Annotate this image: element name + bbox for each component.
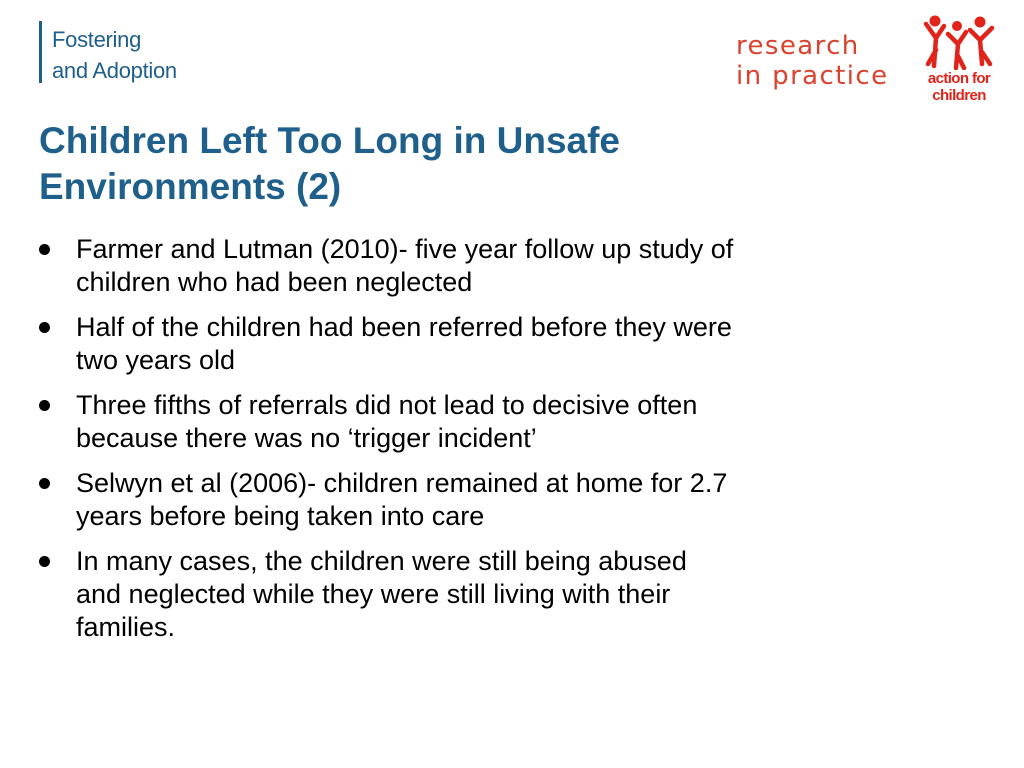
bullet-line: Three fifths of referrals did not lead to decisive often [76, 390, 698, 420]
rip-logo-line: research [736, 31, 860, 61]
bullet-line: Selwyn et al (2006)- children remained at home for 2.7 [76, 468, 728, 498]
bullet-line: In many cases, the children were still being abused [76, 546, 687, 576]
bullet-item [0, 545, 940, 644]
children-figures-icon [922, 14, 996, 70]
fostering-adoption-logo [52, 24, 177, 86]
afc-logo-text [922, 70, 996, 104]
bullet-text [76, 467, 940, 533]
title-line: Children Left Too Long in Unsafe [39, 120, 620, 161]
bullet-dot-icon [39, 478, 50, 489]
bullet-dot-icon [39, 244, 50, 255]
bullet-list [0, 233, 940, 656]
bullet-line: years before being taken into care [76, 501, 485, 531]
bullet-line: families. [76, 612, 176, 642]
brand-divider [39, 21, 42, 83]
bullet-item [0, 233, 940, 299]
bullet-dot-icon [39, 322, 50, 333]
bullet-text [76, 233, 940, 299]
research-in-practice-logo [736, 31, 889, 91]
bullet-line: two years old [76, 345, 236, 375]
bullet-item [0, 311, 940, 377]
bullet-line: and neglected while they were still living with their [76, 579, 671, 609]
bullet-item [0, 467, 940, 533]
title-line: Environments (2) [39, 166, 342, 207]
afc-logo-line: action for [927, 70, 991, 87]
bullet-line: children who had been neglected [76, 267, 473, 297]
brand-line: and Adoption [52, 58, 177, 83]
bullet-text [76, 311, 940, 377]
bullet-text [76, 389, 940, 455]
bullet-line: Half of the children had been referred before they were [76, 312, 732, 342]
bullet-dot-icon [39, 400, 50, 411]
bullet-line: because there was no ‘trigger incident’ [76, 423, 537, 453]
bullet-item [0, 389, 940, 455]
rip-logo-line: in practice [736, 61, 889, 91]
afc-logo-line: children [932, 87, 986, 104]
brand-line: Fostering [52, 27, 142, 52]
action-for-children-logo [922, 14, 996, 110]
bullet-text [76, 545, 940, 644]
bullet-line: Farmer and Lutman (2010)- five year follow up study of [76, 234, 734, 264]
bullet-dot-icon [39, 556, 50, 567]
slide-title [39, 118, 839, 210]
